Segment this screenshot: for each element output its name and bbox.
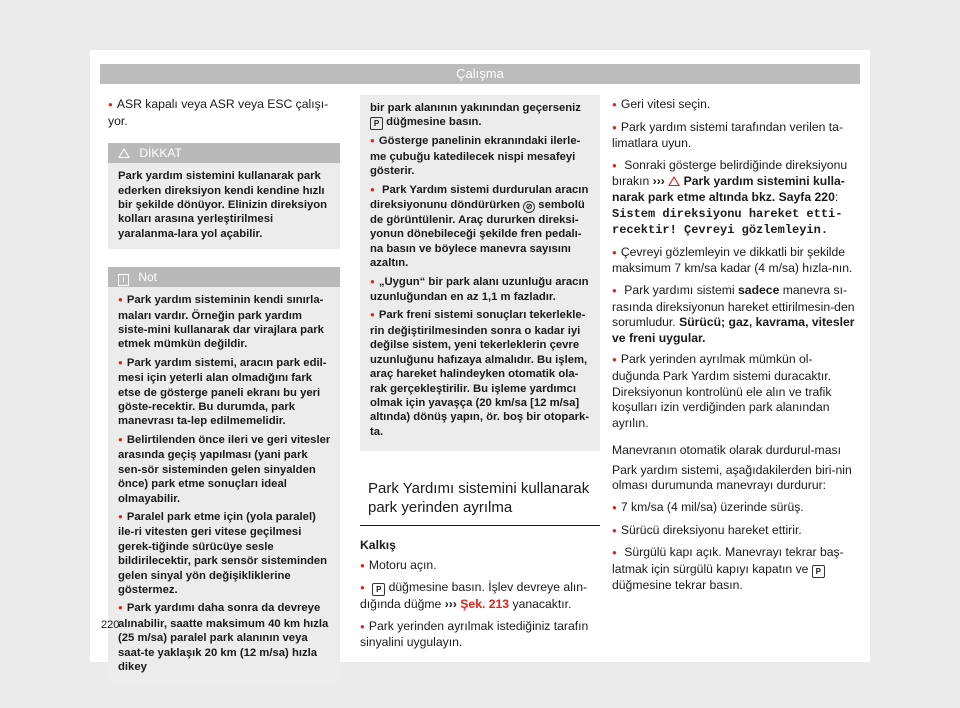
page-number: 220 — [101, 619, 120, 631]
step-text: Sonraki gösterge belirdiğinde direksiyonu bırakın — [612, 157, 848, 189]
subheading: Manevranın otomatik olarak durdurul-ması — [612, 443, 841, 458]
column-3 — [612, 97, 858, 599]
step-item: ● Park yerinden ayrılmak istediğiniz tarafın sinyalini uygulayın. — [360, 619, 600, 651]
warning-text: Park yardım sistemini kullanarak park ederken direksiyon kendi kendine hızlı bir şekilde dönüyor. Elinizin direksiyon kolları arasına yerleştirilmesi yaralanma-lara yol açabilir. — [118, 170, 328, 240]
steering-symbol-icon: ⊘ — [523, 201, 535, 213]
note-item: ● Park yardım sisteminin kendi sınırla-maları vardır. Örneğin park yardım siste-mini kullanarak dar virajlara park etmek mümkün değildir. — [118, 293, 332, 352]
subheading: Kalkış — [360, 538, 396, 553]
step-text: manevra sı-rasında direksiyonun hareket ettirilmesin-den sorumludur. — [612, 282, 855, 330]
step-text: : — [834, 189, 839, 204]
note-item — [370, 183, 592, 271]
note-item — [370, 101, 592, 130]
note-body — [108, 287, 340, 684]
emphasis-text: sadece — [738, 282, 780, 297]
step-text: yanacaktır. — [512, 596, 572, 611]
note-item: ● Park freni sistemi sonuçları tekerlekle-rin değiştirilmesinden sonra o kadar iyi değilse sistem, yeni tekerleklerin çevre uzunluğunu hafızaya almalıdır. Bu işlem, araç hareket halindeyken otomatik ola-rak gerçekleştirilir. Bu işleme yardımcı olmak için yavaşça (20 km/sa [12 m/sa] altında) dönüş yapın, ör. boş bir otopark-ta. — [370, 308, 592, 439]
list-item: ● ASR kapalı veya ASR veya ESC çalışı-yor. — [108, 97, 340, 129]
paragraph: Park yardım sistemi, aşağıdakilerden biri-nin olması durumunda manevrayı durdurur: — [612, 462, 852, 493]
step-item — [612, 158, 858, 239]
park-assist-button-icon: P — [812, 565, 825, 578]
step-text: Sürgülü kapı açık. Manevrayı tekrar baş-latmak için sürgülü kapıyı kapatın ve — [612, 545, 844, 576]
note-item: ● Paralel park etme için (yola paralel) ile-ri vitesten geri vitese geçilmesi gerek-tiğinde sürücüye sesle bildirilecektir, park sensör sisteminden gelen sinyal yön değişikliklerine göstermez. — [118, 510, 332, 597]
note-item: ● Park yardımı daha sonra da devreye alınabilir, saatte maksimum 40 km hızla (25 m/sa) paralel park alanının veya saat-te yaklaşık 20 km (12 m/sa) hızla dikey — [118, 601, 332, 674]
step-item: ● Park yerinden ayrılmak mümkün ol-duğunda Park Yardım sistemi duracaktır. Direksiyonun kontrolünü ele alın ve trafik koşulları izin verdiğinden park alanından ayrılın. — [612, 352, 858, 431]
reference-arrow: ››› — [444, 596, 457, 611]
step-item — [612, 283, 858, 346]
emphasis-text: Sürücü; gaz, kavrama, vitesler ve freni uygular. — [612, 315, 855, 345]
step-text: düğmesine tekrar basın. — [612, 577, 743, 592]
note-text: düğmesine basın. — [386, 116, 482, 129]
warning-header — [108, 143, 340, 163]
column-2 — [360, 97, 600, 657]
note-text: Park Yardım sistemi durdurulan aracın direksiyonunu döndürürken — [370, 183, 589, 212]
step-item: ● Geri vitesi seçin. — [612, 97, 858, 114]
figure-link[interactable]: Şek. 213 — [460, 596, 510, 611]
step-item: ● Çevreyi gözlemleyin ve dikkatli bir şekilde maksimum 7 km/sa kadar (4 m/sa) hızla-nın. — [612, 245, 858, 277]
list-item: ● 7 km/sa (4 mil/sa) üzerinde sürüş. — [612, 500, 858, 517]
warning-icon — [118, 148, 130, 158]
park-assist-button-icon: P — [372, 583, 385, 596]
step-item: ● Park yardım sistemi tarafından verilen ta-limatlara uyun. — [612, 120, 858, 152]
list-item — [612, 545, 858, 593]
note-item: ● Park yardım sistemi, aracın park edil-mesi için yeterli alan olmadığını fark etse de gösterge paneli ekranı bu yeri göste-recektir. Bu durumda, park manevrası ta-lep edilmemelidir. — [118, 356, 332, 429]
note-item: ● „Uygun“ bir park alanı uzunluğu aracın uzunluğundan en az 1,1 m fazladır. — [370, 275, 592, 305]
note-label: Not — [138, 270, 158, 285]
warning-label: DİKKAT — [139, 146, 182, 161]
step-text: düğmesine basın. İşlev devreye alın-dığında düğme — [360, 580, 588, 611]
note-item: ● Gösterge panelinin ekranındaki ilerle-me çubuğu katedilecek nispi mesafeyi gösterir. — [370, 134, 592, 178]
note-box — [108, 267, 340, 684]
note-header — [108, 267, 340, 287]
note-text: sembolü de görüntülenir. Araç dururken direksi-yonun dönebileceği şekilde fren pedalı-na basın ve böylece manevra sayısını azaltın. — [370, 199, 585, 270]
column-1 — [108, 97, 340, 684]
list-item: ● Sürücü direksiyonu hareket ettirir. — [612, 523, 858, 540]
page-reference-link[interactable]: Park yardım sistemini kulla-narak park etme altında bkz. Sayfa 220 — [612, 174, 845, 204]
step-item — [360, 580, 600, 612]
page-header: Çalışma — [100, 64, 860, 84]
warning-icon — [668, 176, 680, 186]
step-item: ● Motoru açın. — [360, 558, 600, 575]
note-text: bir park alanının yakınından geçerseniz — [370, 102, 581, 114]
step-text: Park yardımı sistemi — [624, 282, 735, 297]
display-message: Sistem direksiyonu hareket etti-recektir! Çevreyi gözlemleyin. — [612, 206, 843, 238]
note-item: ● Belirtilenden önce ileri ve geri vitesler arasında geçiş yapılması (yani park sen-sör sisteminden gelen sinyalden önce) park etme sonuçları ideal olmayabilir. — [118, 433, 332, 506]
note-continuation-box — [360, 95, 600, 451]
note-icon: i — [118, 274, 129, 286]
reference-arrow: ››› — [652, 174, 665, 189]
section-title: Park Yardımı sistemini kullanarak park yerinden ayrılma — [360, 471, 600, 526]
park-assist-button-icon: P — [370, 117, 383, 130]
warning-box — [108, 143, 340, 249]
